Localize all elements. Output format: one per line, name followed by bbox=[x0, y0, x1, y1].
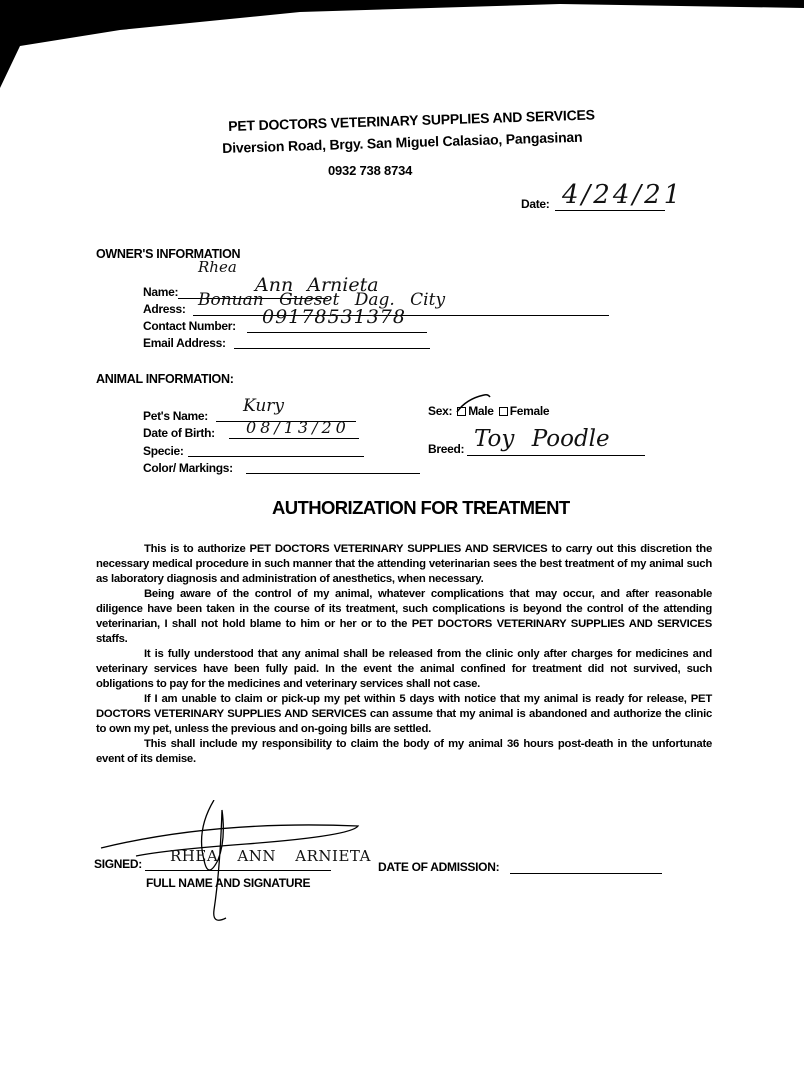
authorization-title: AUTHORIZATION FOR TREATMENT bbox=[272, 497, 570, 518]
owner-address-value: Bonuan Gueset Dag. City bbox=[198, 290, 446, 310]
signed-value: RHEA ANN ARNIETA bbox=[170, 847, 371, 865]
date-line bbox=[555, 210, 665, 211]
owner-section-title: OWNER'S INFORMATION bbox=[96, 247, 241, 261]
breed-line bbox=[467, 455, 645, 456]
owner-contact-label: Contact Number: bbox=[143, 319, 236, 333]
owner-contact-line bbox=[247, 332, 427, 333]
authorization-paragraph-4: If I am unable to claim or pick-up my pet within 5 days with notice that my animal is ready for release, PET DOCTORS VETERINARY SUPPLIES AND SERVICES can assume that my animal is abandoned and authorize the clinic to own my pet, unless the previous and on-going bills are settled. bbox=[96, 693, 712, 735]
owner-email-line bbox=[234, 348, 430, 349]
signed-label: SIGNED: bbox=[94, 857, 142, 871]
sex-male-check-mark bbox=[454, 393, 494, 415]
specie-label: Specie: bbox=[143, 444, 184, 458]
owner-contact-value: 09178531378 bbox=[262, 306, 406, 328]
scan-edge bbox=[0, 0, 804, 90]
dob-line bbox=[229, 438, 359, 439]
sex-label: Sex: bbox=[428, 404, 453, 418]
authorization-body bbox=[96, 542, 712, 767]
pet-name-value: Kury bbox=[243, 396, 285, 416]
owner-email-label: Email Address: bbox=[143, 336, 226, 350]
owner-address-label: Adress: bbox=[143, 302, 186, 316]
authorization-paragraph-2: Being aware of the control of my animal, whatever complications that may occur, and after reasonable diligence have been taken in the course of its treatment, such complications is beyond the control of the attending veterinarian, I shall not hold blame to him or her or to the PET DOCTORS VETERINARY SUPPLIES AND SERVICES staffs. bbox=[96, 588, 712, 645]
owner-name-value: Ann Arnieta bbox=[255, 274, 379, 296]
authorization-paragraph-3: It is fully understood that any animal shall be released from the clinic only after charges for medicines and veterinary services have been fully paid. In the event the animal confined for treatment did not survived, such obligations to pay for the medicines and veterinary services shall not case. bbox=[96, 648, 712, 690]
sex-female-label: Female bbox=[509, 404, 550, 418]
admission-date-label: DATE OF ADMISSION: bbox=[378, 860, 500, 874]
owner-name-first: Rhea bbox=[198, 258, 237, 276]
signed-line bbox=[145, 870, 331, 871]
business-name: PET DOCTORS VETERINARY SUPPLIES AND SERVICES bbox=[228, 106, 596, 134]
pet-name-label: Pet's Name: bbox=[143, 409, 208, 423]
business-address: Diversion Road, Brgy. San Miguel Calasiao, Pangasinan bbox=[222, 128, 583, 156]
breed-value: Toy Poodle bbox=[474, 426, 610, 452]
sex-male-label: Male bbox=[468, 404, 494, 418]
breed-label: Breed: bbox=[428, 442, 465, 456]
owner-name-label: Name: bbox=[143, 285, 179, 299]
authorization-paragraph-1: This is to authorize PET DOCTORS VETERINARY SUPPLIES AND SERVICES to carry out this discretion the necessary medical procedure in such manner that the attending veterinarian sees the best treatment of my animal such as laboratory diagnosis and administration of anesthetics, when necessary. bbox=[96, 543, 712, 585]
business-phone: 0932 738 8734 bbox=[328, 163, 413, 178]
authorization-paragraph-5: This shall include my responsibility to claim the body of my animal 36 hours post-death in the unfortunate event of its demise. bbox=[96, 738, 712, 765]
sex-female-checkbox bbox=[499, 407, 508, 416]
signature-caption: FULL NAME AND SIGNATURE bbox=[146, 876, 311, 890]
specie-line bbox=[188, 456, 364, 457]
dob-value: 08/13/20 bbox=[246, 418, 350, 437]
dob-label: Date of Birth: bbox=[143, 426, 215, 440]
admission-date-line bbox=[510, 873, 662, 874]
animal-section-title: ANIMAL INFORMATION: bbox=[96, 372, 234, 386]
date-label: Date: bbox=[521, 197, 550, 211]
color-label: Color/ Markings: bbox=[143, 461, 233, 475]
date-value: 4/24/21 bbox=[562, 180, 684, 210]
color-line bbox=[246, 473, 420, 474]
